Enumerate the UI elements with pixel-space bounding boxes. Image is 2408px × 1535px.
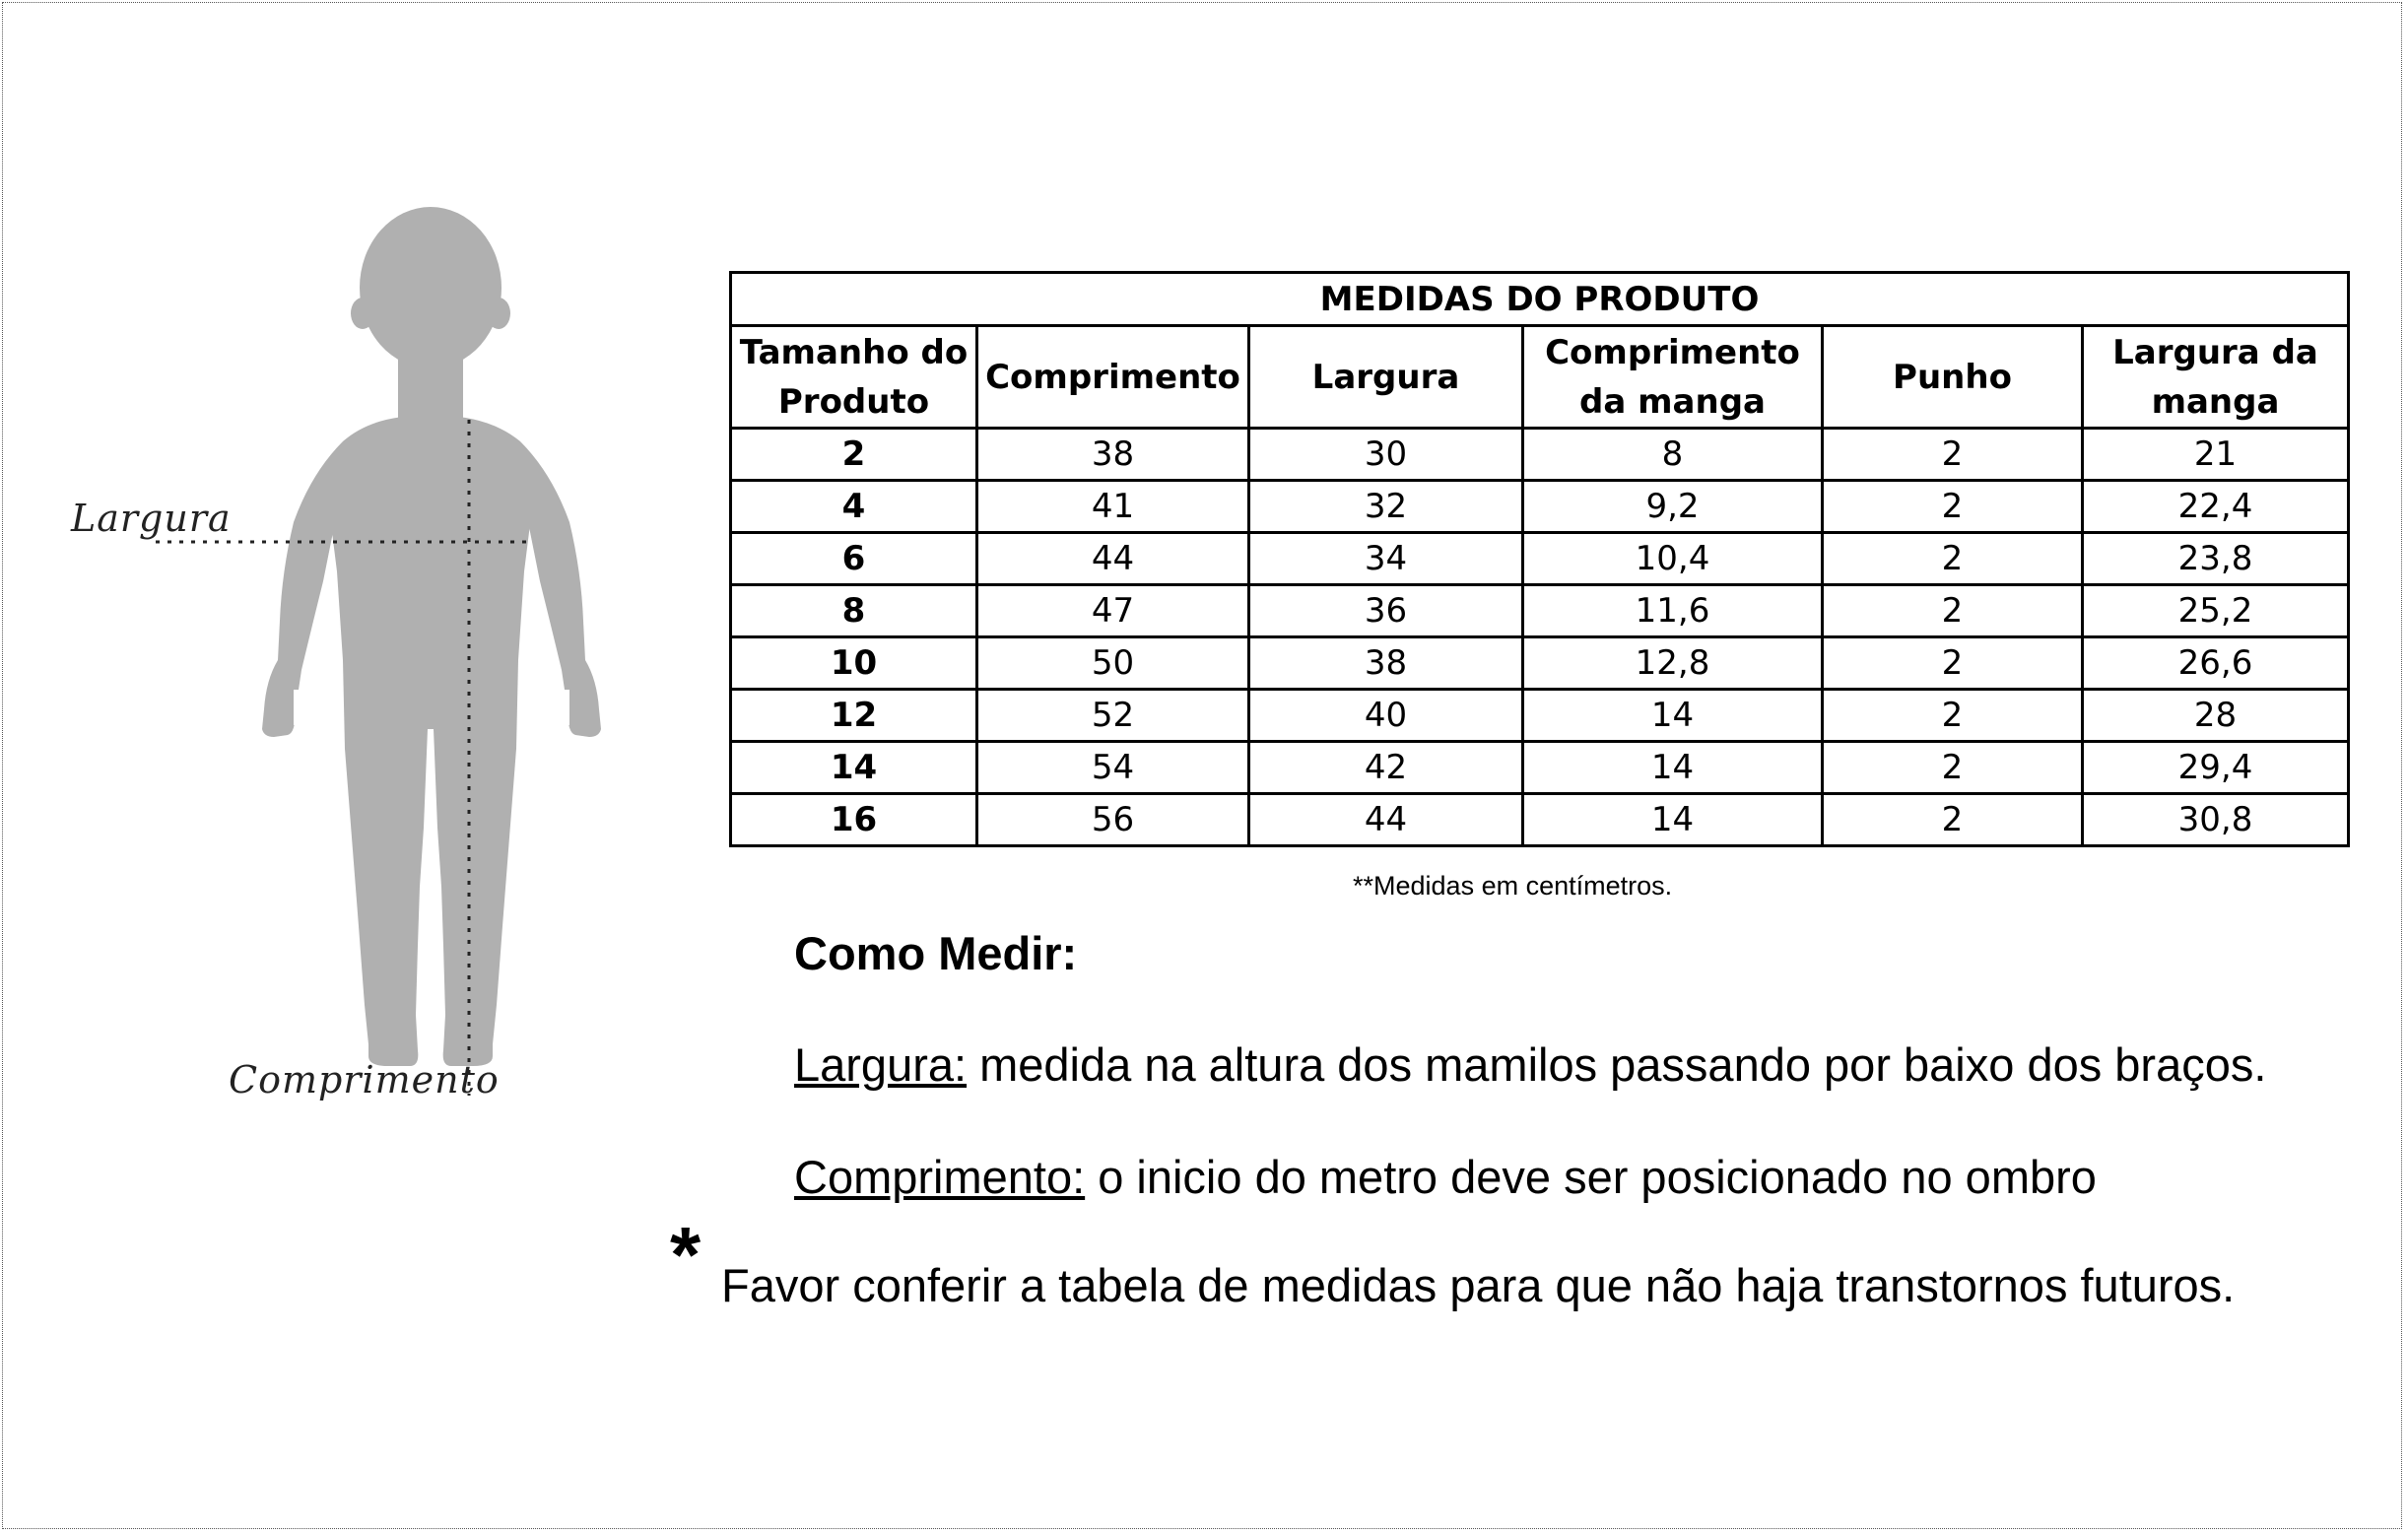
how-to-measure-title: Como Medir: xyxy=(794,927,1078,979)
asterisk-icon: * xyxy=(670,1211,702,1299)
column-header: Comprimento xyxy=(977,326,1249,429)
length-instruction-text: o inicio do metro deve ser posicionado no ombro xyxy=(1085,1151,2097,1203)
measure-cell: 2 xyxy=(1823,742,2083,794)
measure-cell: 2 xyxy=(1823,585,2083,637)
width-instruction-key: Largura: xyxy=(794,1038,968,1091)
measure-cell: 2 xyxy=(1823,533,2083,585)
measure-cell: 12,8 xyxy=(1523,637,1823,690)
measure-cell: 23,8 xyxy=(2083,533,2349,585)
measure-cell: 26,6 xyxy=(2083,637,2349,690)
size-cell: 8 xyxy=(731,585,977,637)
measure-cell: 32 xyxy=(1249,481,1523,533)
table-row xyxy=(731,481,2349,533)
measure-cell: 30 xyxy=(1249,429,1523,481)
column-header: Tamanho do Produto xyxy=(731,326,977,429)
measure-cell: 40 xyxy=(1249,690,1523,742)
measure-cell: 54 xyxy=(977,742,1249,794)
child-silhouette-icon xyxy=(59,197,650,1123)
column-header: Punho xyxy=(1823,326,2083,429)
measure-cell: 44 xyxy=(1249,794,1523,846)
size-cell: 14 xyxy=(731,742,977,794)
table-header-row xyxy=(731,326,2349,429)
size-cell: 10 xyxy=(731,637,977,690)
table-row xyxy=(731,637,2349,690)
size-cell: 2 xyxy=(731,429,977,481)
measure-cell: 2 xyxy=(1823,794,2083,846)
units-note: **Medidas em centímetros. xyxy=(1353,871,1673,901)
measure-cell: 42 xyxy=(1249,742,1523,794)
measure-cell: 25,2 xyxy=(2083,585,2349,637)
measure-cell: 30,8 xyxy=(2083,794,2349,846)
measure-cell: 41 xyxy=(977,481,1249,533)
table-row xyxy=(731,533,2349,585)
measure-cell: 28 xyxy=(2083,690,2349,742)
measure-cell: 9,2 xyxy=(1523,481,1823,533)
size-cell: 6 xyxy=(731,533,977,585)
length-instruction xyxy=(794,1150,2097,1204)
measure-cell: 14 xyxy=(1523,742,1823,794)
measure-cell: 38 xyxy=(977,429,1249,481)
measure-cell: 36 xyxy=(1249,585,1523,637)
table-row xyxy=(731,585,2349,637)
measure-cell: 47 xyxy=(977,585,1249,637)
measure-cell: 2 xyxy=(1823,481,2083,533)
warning-text: Favor conferir a tabela de medidas para que não haja transtornos futuros. xyxy=(721,1259,2236,1311)
measure-cell: 14 xyxy=(1523,690,1823,742)
measure-cell: 2 xyxy=(1823,690,2083,742)
measure-cell: 56 xyxy=(977,794,1249,846)
measure-cell: 21 xyxy=(2083,429,2349,481)
measure-cell: 2 xyxy=(1823,637,2083,690)
size-cell: 12 xyxy=(731,690,977,742)
measure-cell: 29,4 xyxy=(2083,742,2349,794)
measure-cell: 2 xyxy=(1823,429,2083,481)
column-header: Largura da manga xyxy=(2083,326,2349,429)
measure-cell: 44 xyxy=(977,533,1249,585)
width-measure-label: Largura xyxy=(71,497,232,540)
table-row xyxy=(731,690,2349,742)
measure-cell: 11,6 xyxy=(1523,585,1823,637)
measure-cell: 34 xyxy=(1249,533,1523,585)
size-cell: 16 xyxy=(731,794,977,846)
measure-cell: 14 xyxy=(1523,794,1823,846)
column-header: Comprimento da manga xyxy=(1523,326,1823,429)
measure-cell: 22,4 xyxy=(2083,481,2349,533)
measure-cell: 10,4 xyxy=(1523,533,1823,585)
measure-cell: 38 xyxy=(1249,637,1523,690)
table-row xyxy=(731,794,2349,846)
size-cell: 4 xyxy=(731,481,977,533)
measure-cell: 52 xyxy=(977,690,1249,742)
width-instruction xyxy=(794,1037,2266,1092)
length-measure-label: Comprimento xyxy=(229,1058,500,1101)
length-instruction-key: Comprimento: xyxy=(794,1151,1086,1203)
column-header: Largura xyxy=(1249,326,1523,429)
table-row xyxy=(731,742,2349,794)
measure-cell: 50 xyxy=(977,637,1249,690)
measure-cell: 8 xyxy=(1523,429,1823,481)
width-instruction-text: medida na altura dos mamilos passando por baixo dos braços. xyxy=(967,1038,2267,1091)
table-title: MEDIDAS DO PRODUTO xyxy=(731,273,2349,326)
size-table xyxy=(729,271,2350,847)
table-row xyxy=(731,429,2349,481)
